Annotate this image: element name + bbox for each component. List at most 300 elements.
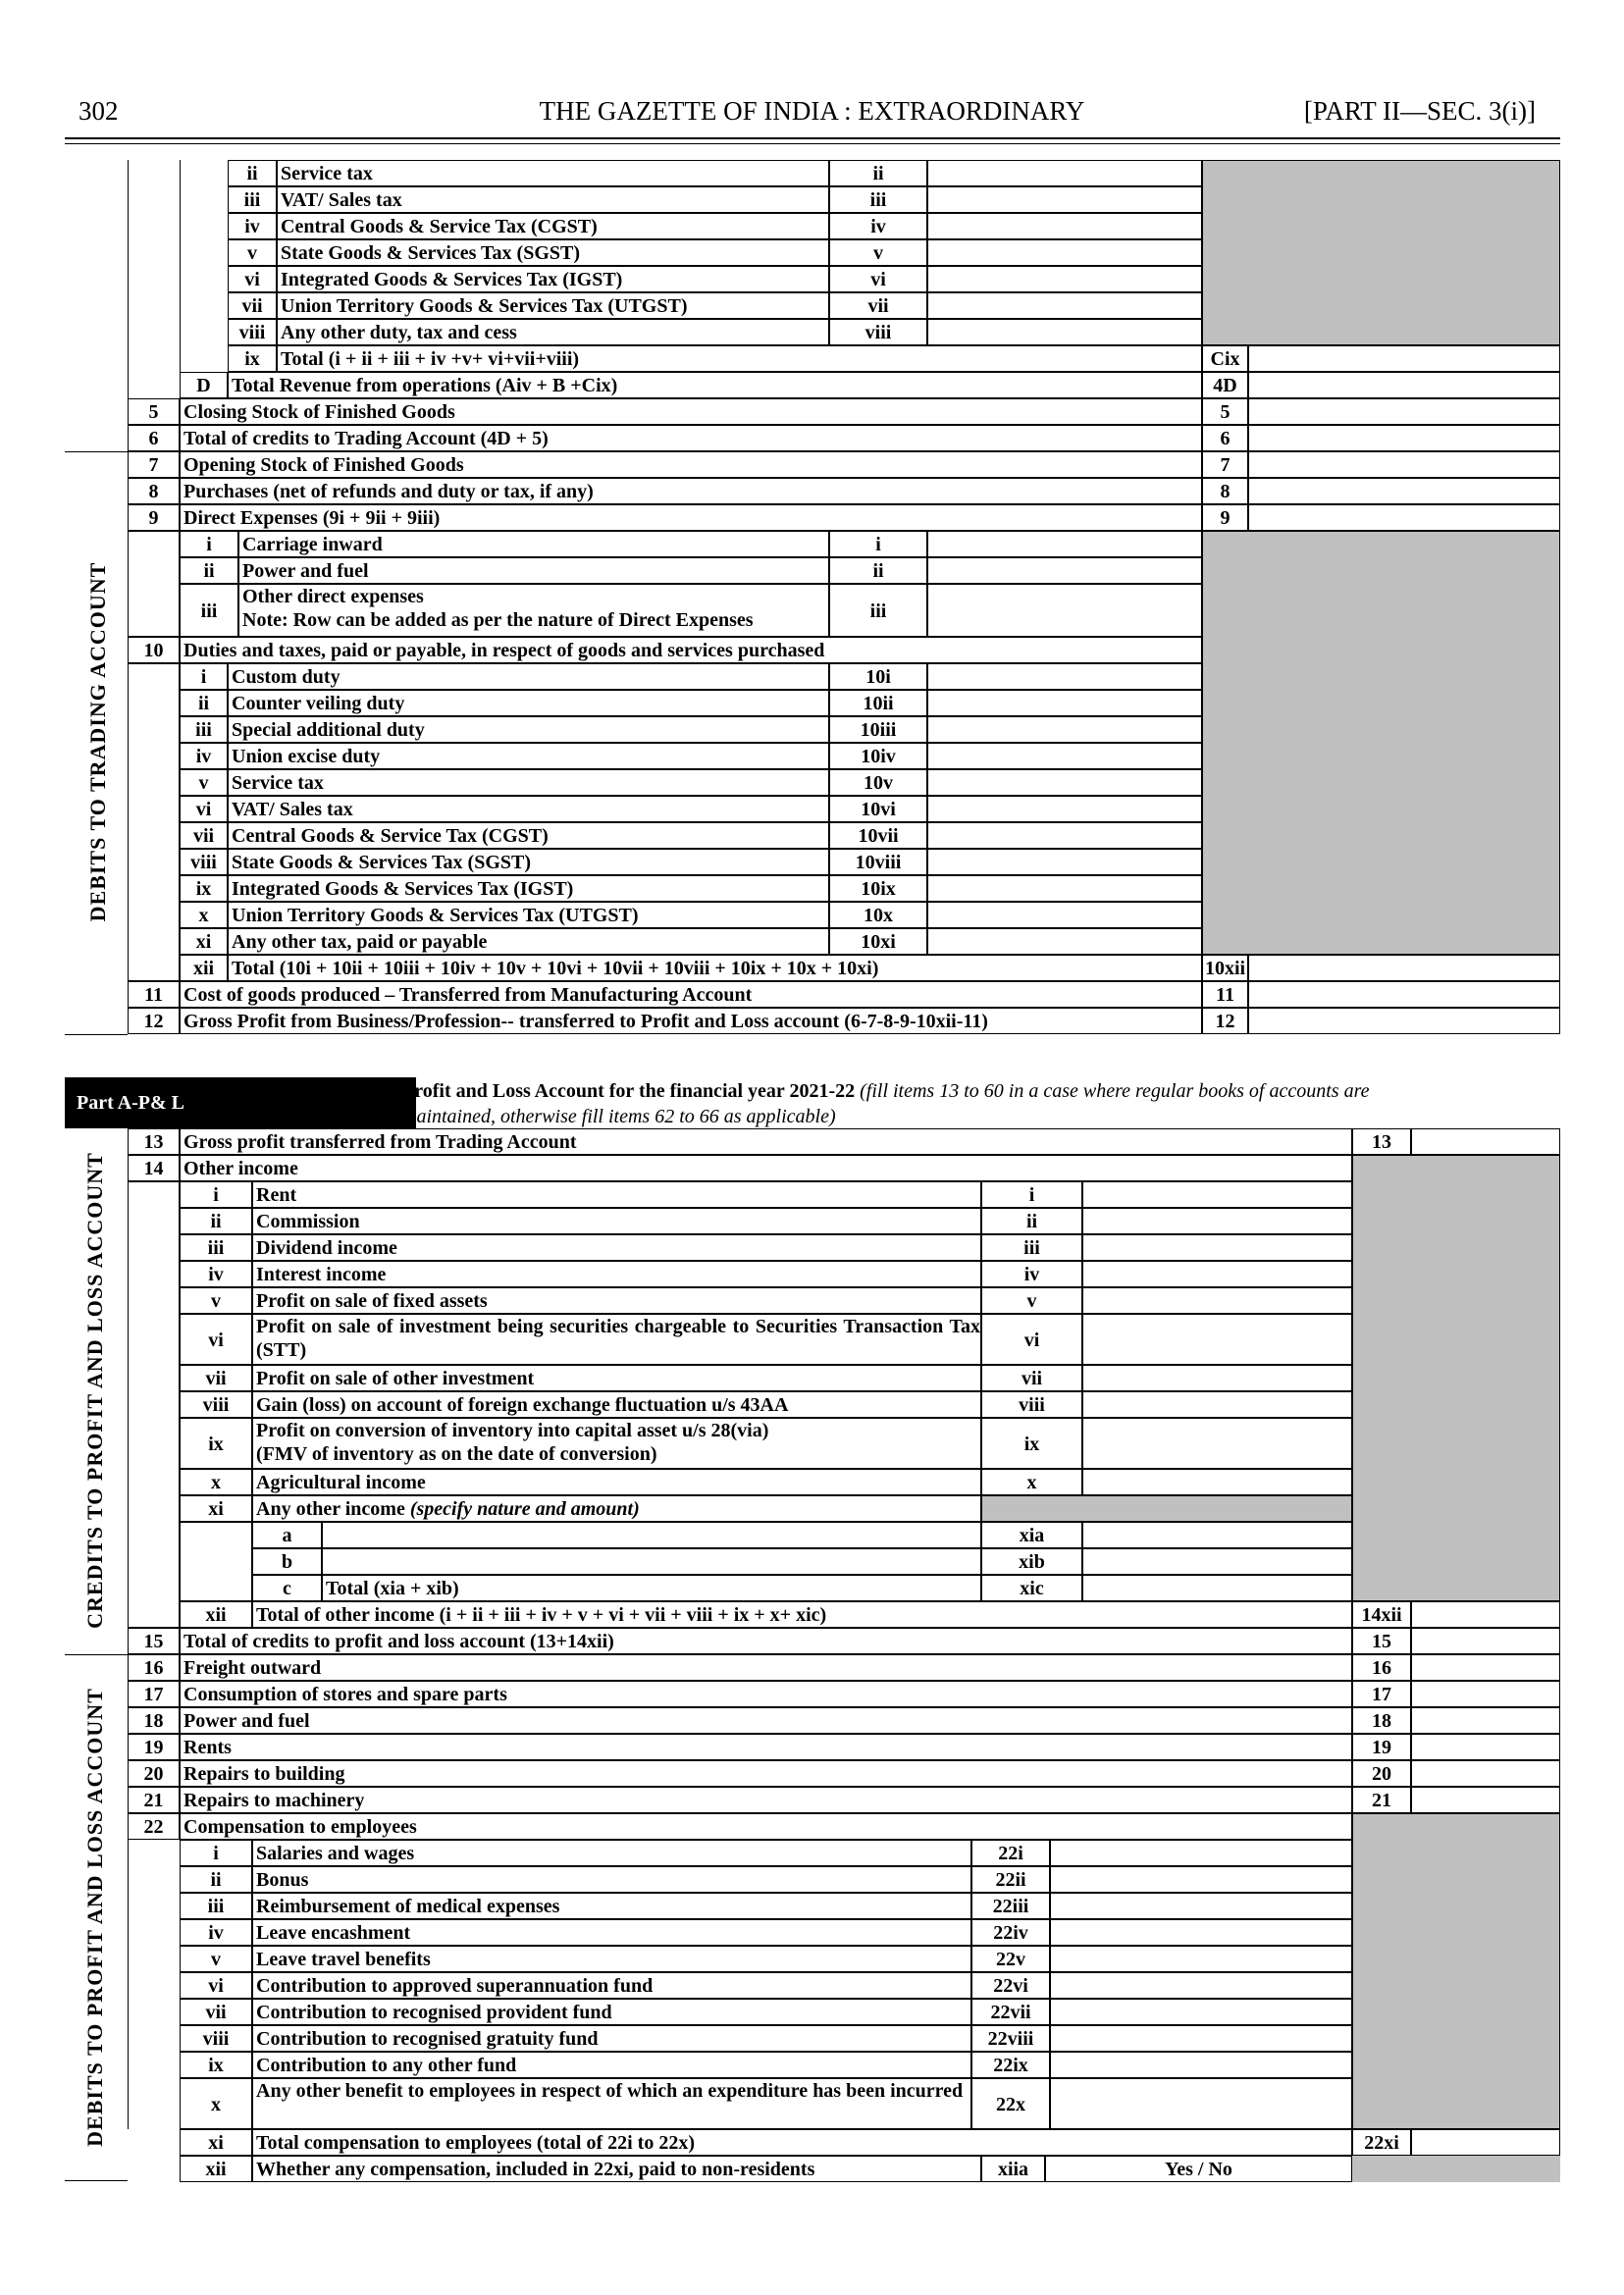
row-label: Repairs to building (180, 1760, 1352, 1787)
row-label: Reimbursement of medical expenses (252, 1893, 971, 1919)
page-number: 302 (79, 96, 119, 126)
field-code: 10iii (829, 716, 927, 743)
field-code: 10xii (1202, 955, 1248, 981)
part-label: Part A-P& L (65, 1077, 416, 1128)
row-label: Power and fuel (238, 557, 829, 584)
amount-field[interactable] (1082, 1548, 1352, 1575)
amount-field[interactable] (1082, 1234, 1352, 1261)
amount-field[interactable] (927, 292, 1202, 319)
field-code: 13 (1352, 1128, 1411, 1155)
amount-field[interactable] (1082, 1287, 1352, 1314)
amount-field[interactable] (927, 531, 1202, 557)
row-number: x (180, 2078, 252, 2129)
row-label: Compensation to employees (180, 1813, 1352, 1840)
field-code: 6 (1202, 425, 1248, 451)
row-label: VAT/ Sales tax (228, 796, 829, 822)
section-vertical-label: CREDITS TO PROFIT AND LOSS ACCOUNT (82, 1152, 107, 1629)
row-number: vii (180, 822, 228, 849)
row-number: 12 (128, 1008, 180, 1034)
field-code: xib (981, 1548, 1082, 1575)
amount-field[interactable] (927, 822, 1202, 849)
field-code: 22xi (1352, 2129, 1411, 2156)
row-number: iv (180, 1919, 252, 1946)
field-code: 10vii (829, 822, 927, 849)
row-label: State Goods & Services Tax (SGST) (277, 239, 829, 266)
field-code: 22ix (971, 2052, 1050, 2078)
row-number: ix (180, 875, 228, 902)
row-label: Opening Stock of Finished Goods (180, 451, 1202, 478)
row-number: a (252, 1522, 322, 1548)
row-number: 7 (128, 451, 180, 478)
row-label: Total of other income (i + ii + iii + iv + v + vi + vii + viii + ix + x+ xic) (252, 1601, 1352, 1628)
row-label: Profit on sale of investment being securities chargeable to Securities Transaction Tax (STT) (256, 1316, 980, 1361)
field-code: vii (981, 1365, 1082, 1391)
row-number: 14 (128, 1155, 180, 1181)
amount-field[interactable] (1050, 1893, 1352, 1919)
field-code: 10v (829, 769, 927, 796)
amount-field[interactable] (1411, 1601, 1560, 1628)
row-label: Commission (252, 1208, 981, 1234)
row-label: Bonus (252, 1866, 971, 1893)
row-number: ii (180, 557, 238, 584)
row-number: vii (180, 1999, 252, 2025)
pl-title-note: maintained, otherwise fill items 62 to 66 as applicable) (402, 1106, 836, 1127)
row-label[interactable] (322, 1522, 981, 1548)
rule-line (65, 1034, 128, 1035)
row-number: viii (228, 319, 277, 345)
amount-field[interactable] (1248, 345, 1560, 372)
row-label: Total (10i + 10ii + 10iii + 10iv + 10v + 10vi + 10vii + 10viii + 10ix + 10x + 10xi) (228, 955, 1202, 981)
row-number: vi (180, 1314, 252, 1365)
amount-field[interactable] (927, 928, 1202, 955)
yes-no-select[interactable]: Yes / No (1045, 2156, 1352, 2182)
field-code: 22v (971, 1946, 1050, 1972)
row-label: Profit on conversion of inventory into capital asset u/s 28(via) (256, 1420, 769, 1441)
row-number: vii (228, 292, 277, 319)
field-code: ix (981, 1418, 1082, 1469)
amount-field[interactable] (1411, 1787, 1560, 1813)
row-label: Central Goods & Service Tax (CGST) (228, 822, 829, 849)
field-code: 10ix (829, 875, 927, 902)
row-label: Gain (loss) on account of foreign exchange fluctuation u/s 43AA (252, 1391, 981, 1418)
field-code: Cix (1202, 345, 1248, 372)
row-label: Interest income (252, 1261, 981, 1287)
amount-field[interactable] (1248, 372, 1560, 398)
field-code: 5 (1202, 398, 1248, 425)
row-label: Gross profit transferred from Trading Account (180, 1128, 1352, 1155)
rule-line (180, 160, 181, 372)
amount-field[interactable] (1082, 1208, 1352, 1234)
row-label: Leave travel benefits (252, 1946, 971, 1972)
amount-field[interactable] (1050, 1840, 1352, 1866)
amount-field[interactable] (1050, 2052, 1352, 2078)
rule-line (128, 1128, 129, 1654)
amount-field[interactable] (1082, 1261, 1352, 1287)
amount-field[interactable] (1248, 425, 1560, 451)
amount-field[interactable] (1050, 1866, 1352, 1893)
field-code: ii (829, 160, 927, 186)
amount-field[interactable] (1248, 504, 1560, 531)
gazette-title: THE GAZETTE OF INDIA : EXTRAORDINARY (539, 96, 1085, 126)
row-label (252, 1418, 981, 1469)
row-label: Agricultural income (252, 1469, 981, 1495)
row-number: v (228, 239, 277, 266)
field-code: 10viii (829, 849, 927, 875)
amount-field[interactable] (927, 769, 1202, 796)
row-label: Counter veiling duty (228, 690, 829, 716)
amount-field[interactable] (1248, 981, 1560, 1008)
row-number: ix (180, 2052, 252, 2078)
row-number: vi (228, 266, 277, 292)
amount-field[interactable] (1082, 1181, 1352, 1208)
row-number: x (180, 902, 228, 928)
rule-line (65, 451, 128, 452)
row-number: i (180, 1840, 252, 1866)
row-number: iii (180, 716, 228, 743)
row-number: iii (180, 1234, 252, 1261)
amount-field[interactable] (1411, 1128, 1560, 1155)
amount-field[interactable] (1082, 1469, 1352, 1495)
row-label: Whether any compensation, included in 22xi, paid to non-residents (252, 2156, 981, 2182)
field-code: 7 (1202, 451, 1248, 478)
row-number: 22 (128, 1813, 180, 1840)
amount-field[interactable] (1411, 1654, 1560, 1681)
field-code: viii (981, 1391, 1082, 1418)
row-number: viii (180, 1391, 252, 1418)
row-number: D (180, 372, 228, 398)
field-code: viii (829, 319, 927, 345)
shaded-block (1352, 1813, 1560, 2129)
row-label: Contribution to recognised provident fund (252, 1999, 971, 2025)
field-code: 12 (1202, 1008, 1248, 1034)
amount-field[interactable] (927, 743, 1202, 769)
row-label: Union Territory Goods & Services Tax (UTGST) (228, 902, 829, 928)
field-code: 22iv (971, 1919, 1050, 1946)
row-label: Total Revenue from operations (Aiv + B +Cix) (228, 372, 1202, 398)
amount-field[interactable] (1082, 1391, 1352, 1418)
amount-field[interactable] (1082, 1365, 1352, 1391)
row-number: ix (180, 1418, 252, 1469)
row-label (238, 584, 829, 637)
rule-line (65, 1654, 128, 1655)
amount-field[interactable] (927, 875, 1202, 902)
field-code: 22viii (971, 2025, 1050, 2052)
row-number: i (180, 663, 228, 690)
row-label: Other income (180, 1155, 1352, 1181)
field-code: 9 (1202, 504, 1248, 531)
header-rule (65, 143, 1560, 144)
amount-field[interactable] (927, 186, 1202, 213)
row-label: Dividend income (252, 1234, 981, 1261)
row-number: ii (228, 160, 277, 186)
header-rule (65, 137, 1560, 139)
amount-field[interactable] (1082, 1418, 1352, 1469)
field-code: xiia (981, 2156, 1045, 2182)
amount-field[interactable] (927, 319, 1202, 345)
row-number: v (180, 1287, 252, 1314)
row-label: Purchases (net of refunds and duty or tax, if any) (180, 478, 1202, 504)
amount-field[interactable] (1050, 2078, 1352, 2129)
field-code: 18 (1352, 1707, 1411, 1734)
shaded-cell (1352, 2156, 1560, 2182)
field-code: vi (829, 266, 927, 292)
amount-field[interactable] (1082, 1522, 1352, 1548)
row-number: xi (180, 2129, 252, 2156)
field-code: vi (981, 1314, 1082, 1365)
row-label: Custom duty (228, 663, 829, 690)
field-code: iv (981, 1261, 1082, 1287)
section-vertical-label: DEBITS TO TRADING ACCOUNT (85, 561, 110, 922)
field-code: 4D (1202, 372, 1248, 398)
row-label: Contribution to recognised gratuity fund (252, 2025, 971, 2052)
amount-field[interactable] (927, 902, 1202, 928)
amount-field[interactable] (1248, 451, 1560, 478)
field-code: 17 (1352, 1681, 1411, 1707)
amount-field[interactable] (1050, 1999, 1352, 2025)
row-label[interactable] (322, 1548, 981, 1575)
row-number: 21 (128, 1787, 180, 1813)
row-label: Salaries and wages (252, 1840, 971, 1866)
row-number: 17 (128, 1681, 180, 1707)
amount-field[interactable] (927, 663, 1202, 690)
field-code: vii (829, 292, 927, 319)
pl-title-text: Profit and Loss Account for the financial year 2021-22 (402, 1080, 856, 1102)
row-label: Total compensation to employees (total of 22i to 22x) (252, 2129, 1352, 2156)
row-number: x (180, 1469, 252, 1495)
field-code: iv (829, 213, 927, 239)
row-number: 10 (128, 637, 180, 663)
row-number: iii (180, 1893, 252, 1919)
field-code: 8 (1202, 478, 1248, 504)
row-number: c (252, 1575, 322, 1601)
row-number: xii (180, 1601, 252, 1628)
row-number: viii (180, 2025, 252, 2052)
row-number: 6 (128, 425, 180, 451)
row-label: Total of credits to profit and loss account (13+14xii) (180, 1628, 1352, 1654)
amount-field[interactable] (927, 849, 1202, 875)
row-number: viii (180, 849, 228, 875)
field-code: ii (981, 1208, 1082, 1234)
row-label: Integrated Goods & Services Tax (IGST) (277, 266, 829, 292)
row-label: Gross Profit from Business/Profession-- transferred to Profit and Loss account (6-7-8-9-10xii-11) (180, 1008, 1202, 1034)
row-label: Central Goods & Service Tax (CGST) (277, 213, 829, 239)
field-code: 21 (1352, 1787, 1411, 1813)
shaded-block (1202, 160, 1560, 345)
field-code: 10ii (829, 690, 927, 716)
row-number: 5 (128, 398, 180, 425)
row-label: Leave encashment (252, 1919, 971, 1946)
row-label: Service tax (228, 769, 829, 796)
rule-line (128, 1654, 129, 2129)
row-number: iv (228, 213, 277, 239)
row-number: iv (180, 743, 228, 769)
row-label: Cost of goods produced – Transferred from Manufacturing Account (180, 981, 1202, 1008)
field-code: iii (829, 186, 927, 213)
row-note: Note: Row can be added as per the nature of Direct Expenses (242, 609, 754, 631)
row-label (252, 1314, 981, 1365)
amount-field[interactable] (1050, 2025, 1352, 2052)
field-code: 10xi (829, 928, 927, 955)
field-code: 19 (1352, 1734, 1411, 1760)
field-code: 10i (829, 663, 927, 690)
section-ref: [PART II—SEC. 3(i)] (1303, 96, 1536, 126)
section-vertical-label: DEBITS TO PROFIT AND LOSS ACCOUNT (82, 1688, 107, 2147)
field-code: iii (981, 1234, 1082, 1261)
row-label: Special additional duty (228, 716, 829, 743)
amount-field[interactable] (1050, 1946, 1352, 1972)
row-number: ii (180, 1208, 252, 1234)
field-code: 10iv (829, 743, 927, 769)
row-label: Rents (180, 1734, 1352, 1760)
amount-field[interactable] (927, 557, 1202, 584)
row-label: Closing Stock of Finished Goods (180, 398, 1202, 425)
row-label: Service tax (277, 160, 829, 186)
row-number: vi (180, 1972, 252, 1999)
row-number: 18 (128, 1707, 180, 1734)
row-number: 8 (128, 478, 180, 504)
rule-line (65, 2180, 128, 2181)
field-code: xic (981, 1575, 1082, 1601)
row-number: 16 (128, 1654, 180, 1681)
row-number: xii (180, 2156, 252, 2182)
blank-cell (128, 531, 180, 637)
row-label (252, 2078, 971, 2129)
row-label: Union excise duty (228, 743, 829, 769)
amount-field[interactable] (1411, 1734, 1560, 1760)
field-code: 22vi (971, 1972, 1050, 1999)
shaded-cell (981, 1495, 1352, 1522)
amount-field[interactable] (1411, 1707, 1560, 1734)
field-code: 10x (829, 902, 927, 928)
row-number: i (180, 1181, 252, 1208)
blank-cell (128, 1181, 180, 1628)
amount-field[interactable] (927, 160, 1202, 186)
row-label: Any other tax, paid or payable (228, 928, 829, 955)
pl-title-note: (fill items 13 to 60 in a case where regular books of accounts are (860, 1080, 1370, 1102)
row-number: xii (180, 955, 228, 981)
blank-cell (180, 1522, 252, 1601)
row-label: (FMV of inventory as on the date of conversion) (256, 1443, 657, 1465)
row-label: Contribution to any other fund (252, 2052, 971, 2078)
amount-field[interactable] (927, 213, 1202, 239)
row-label: Duties and taxes, paid or payable, in respect of goods and services purchased (180, 637, 1202, 663)
field-code: iii (829, 584, 927, 637)
field-code: i (829, 531, 927, 557)
amount-field[interactable] (1248, 1008, 1560, 1034)
row-number: xi (180, 1495, 252, 1522)
row-label: Repairs to machinery (180, 1787, 1352, 1813)
shaded-block (1352, 1155, 1560, 1601)
field-code: x (981, 1469, 1082, 1495)
row-number: iv (180, 1261, 252, 1287)
row-label: Freight outward (180, 1654, 1352, 1681)
amount-field[interactable] (927, 266, 1202, 292)
amount-field[interactable] (1411, 1760, 1560, 1787)
amount-field[interactable] (1082, 1575, 1352, 1601)
field-code: v (829, 239, 927, 266)
amount-field[interactable] (1411, 1628, 1560, 1654)
row-number: vii (180, 1365, 252, 1391)
field-code: 14xii (1352, 1601, 1411, 1628)
row-label: VAT/ Sales tax (277, 186, 829, 213)
row-number: b (252, 1548, 322, 1575)
row-label: Rent (252, 1181, 981, 1208)
row-label: Total (xia + xib) (322, 1575, 981, 1601)
row-number: v (180, 769, 228, 796)
row-number: 15 (128, 1628, 180, 1654)
amount-field[interactable] (927, 690, 1202, 716)
amount-field[interactable] (1248, 955, 1560, 981)
row-label: Any other duty, tax and cess (277, 319, 829, 345)
row-label: Profit on sale of fixed assets (252, 1287, 981, 1314)
amount-field[interactable] (1411, 2129, 1560, 2156)
row-label (252, 1495, 981, 1522)
field-code: 15 (1352, 1628, 1411, 1654)
row-number: xi (180, 928, 228, 955)
row-number: 9 (128, 504, 180, 531)
row-number: iii (228, 186, 277, 213)
field-code: v (981, 1287, 1082, 1314)
amount-field[interactable] (927, 239, 1202, 266)
row-label: Total of credits to Trading Account (4D + 5) (180, 425, 1202, 451)
row-number: iii (180, 584, 238, 637)
amount-field[interactable] (1050, 1972, 1352, 1999)
row-label: Integrated Goods & Services Tax (IGST) (228, 875, 829, 902)
amount-field[interactable] (1082, 1314, 1352, 1365)
amount-field[interactable] (1248, 398, 1560, 425)
amount-field[interactable] (1248, 478, 1560, 504)
row-number: 11 (128, 981, 180, 1008)
field-code: 16 (1352, 1654, 1411, 1681)
blank-cell (128, 663, 180, 981)
row-label: Profit on sale of other investment (252, 1365, 981, 1391)
field-code: 22i (971, 1840, 1050, 1866)
amount-field[interactable] (1411, 1681, 1560, 1707)
amount-field[interactable] (927, 716, 1202, 743)
field-code: i (981, 1181, 1082, 1208)
amount-field[interactable] (927, 584, 1202, 637)
row-number: 19 (128, 1734, 180, 1760)
pl-title (402, 1078, 1560, 1129)
shaded-block (1202, 531, 1560, 955)
row-label: Union Territory Goods & Services Tax (UTGST) (277, 292, 829, 319)
amount-field[interactable] (927, 796, 1202, 822)
row-label: Other direct expenses (242, 586, 424, 607)
row-label: State Goods & Services Tax (SGST) (228, 849, 829, 875)
row-number: v (180, 1946, 252, 1972)
field-code: 22iii (971, 1893, 1050, 1919)
row-label: Contribution to approved superannuation fund (252, 1972, 971, 1999)
row-number: ii (180, 1866, 252, 1893)
row-label: Any other benefit to employees in respect of which an expenditure has been incurred (256, 2080, 964, 2102)
field-code: ii (829, 557, 927, 584)
field-code: 22x (971, 2078, 1050, 2129)
row-label: Direct Expenses (9i + 9ii + 9iii) (180, 504, 1202, 531)
row-number: ix (228, 345, 277, 372)
row-label: Consumption of stores and spare parts (180, 1681, 1352, 1707)
row-number: 20 (128, 1760, 180, 1787)
field-code: 22ii (971, 1866, 1050, 1893)
field-code: 11 (1202, 981, 1248, 1008)
row-label: Carriage inward (238, 531, 829, 557)
field-code: 10vi (829, 796, 927, 822)
row-number: ii (180, 690, 228, 716)
field-code: 22vii (971, 1999, 1050, 2025)
row-number: i (180, 531, 238, 557)
amount-field[interactable] (1050, 1919, 1352, 1946)
row-label: Any other income (256, 1498, 410, 1520)
row-number: 13 (128, 1128, 180, 1155)
